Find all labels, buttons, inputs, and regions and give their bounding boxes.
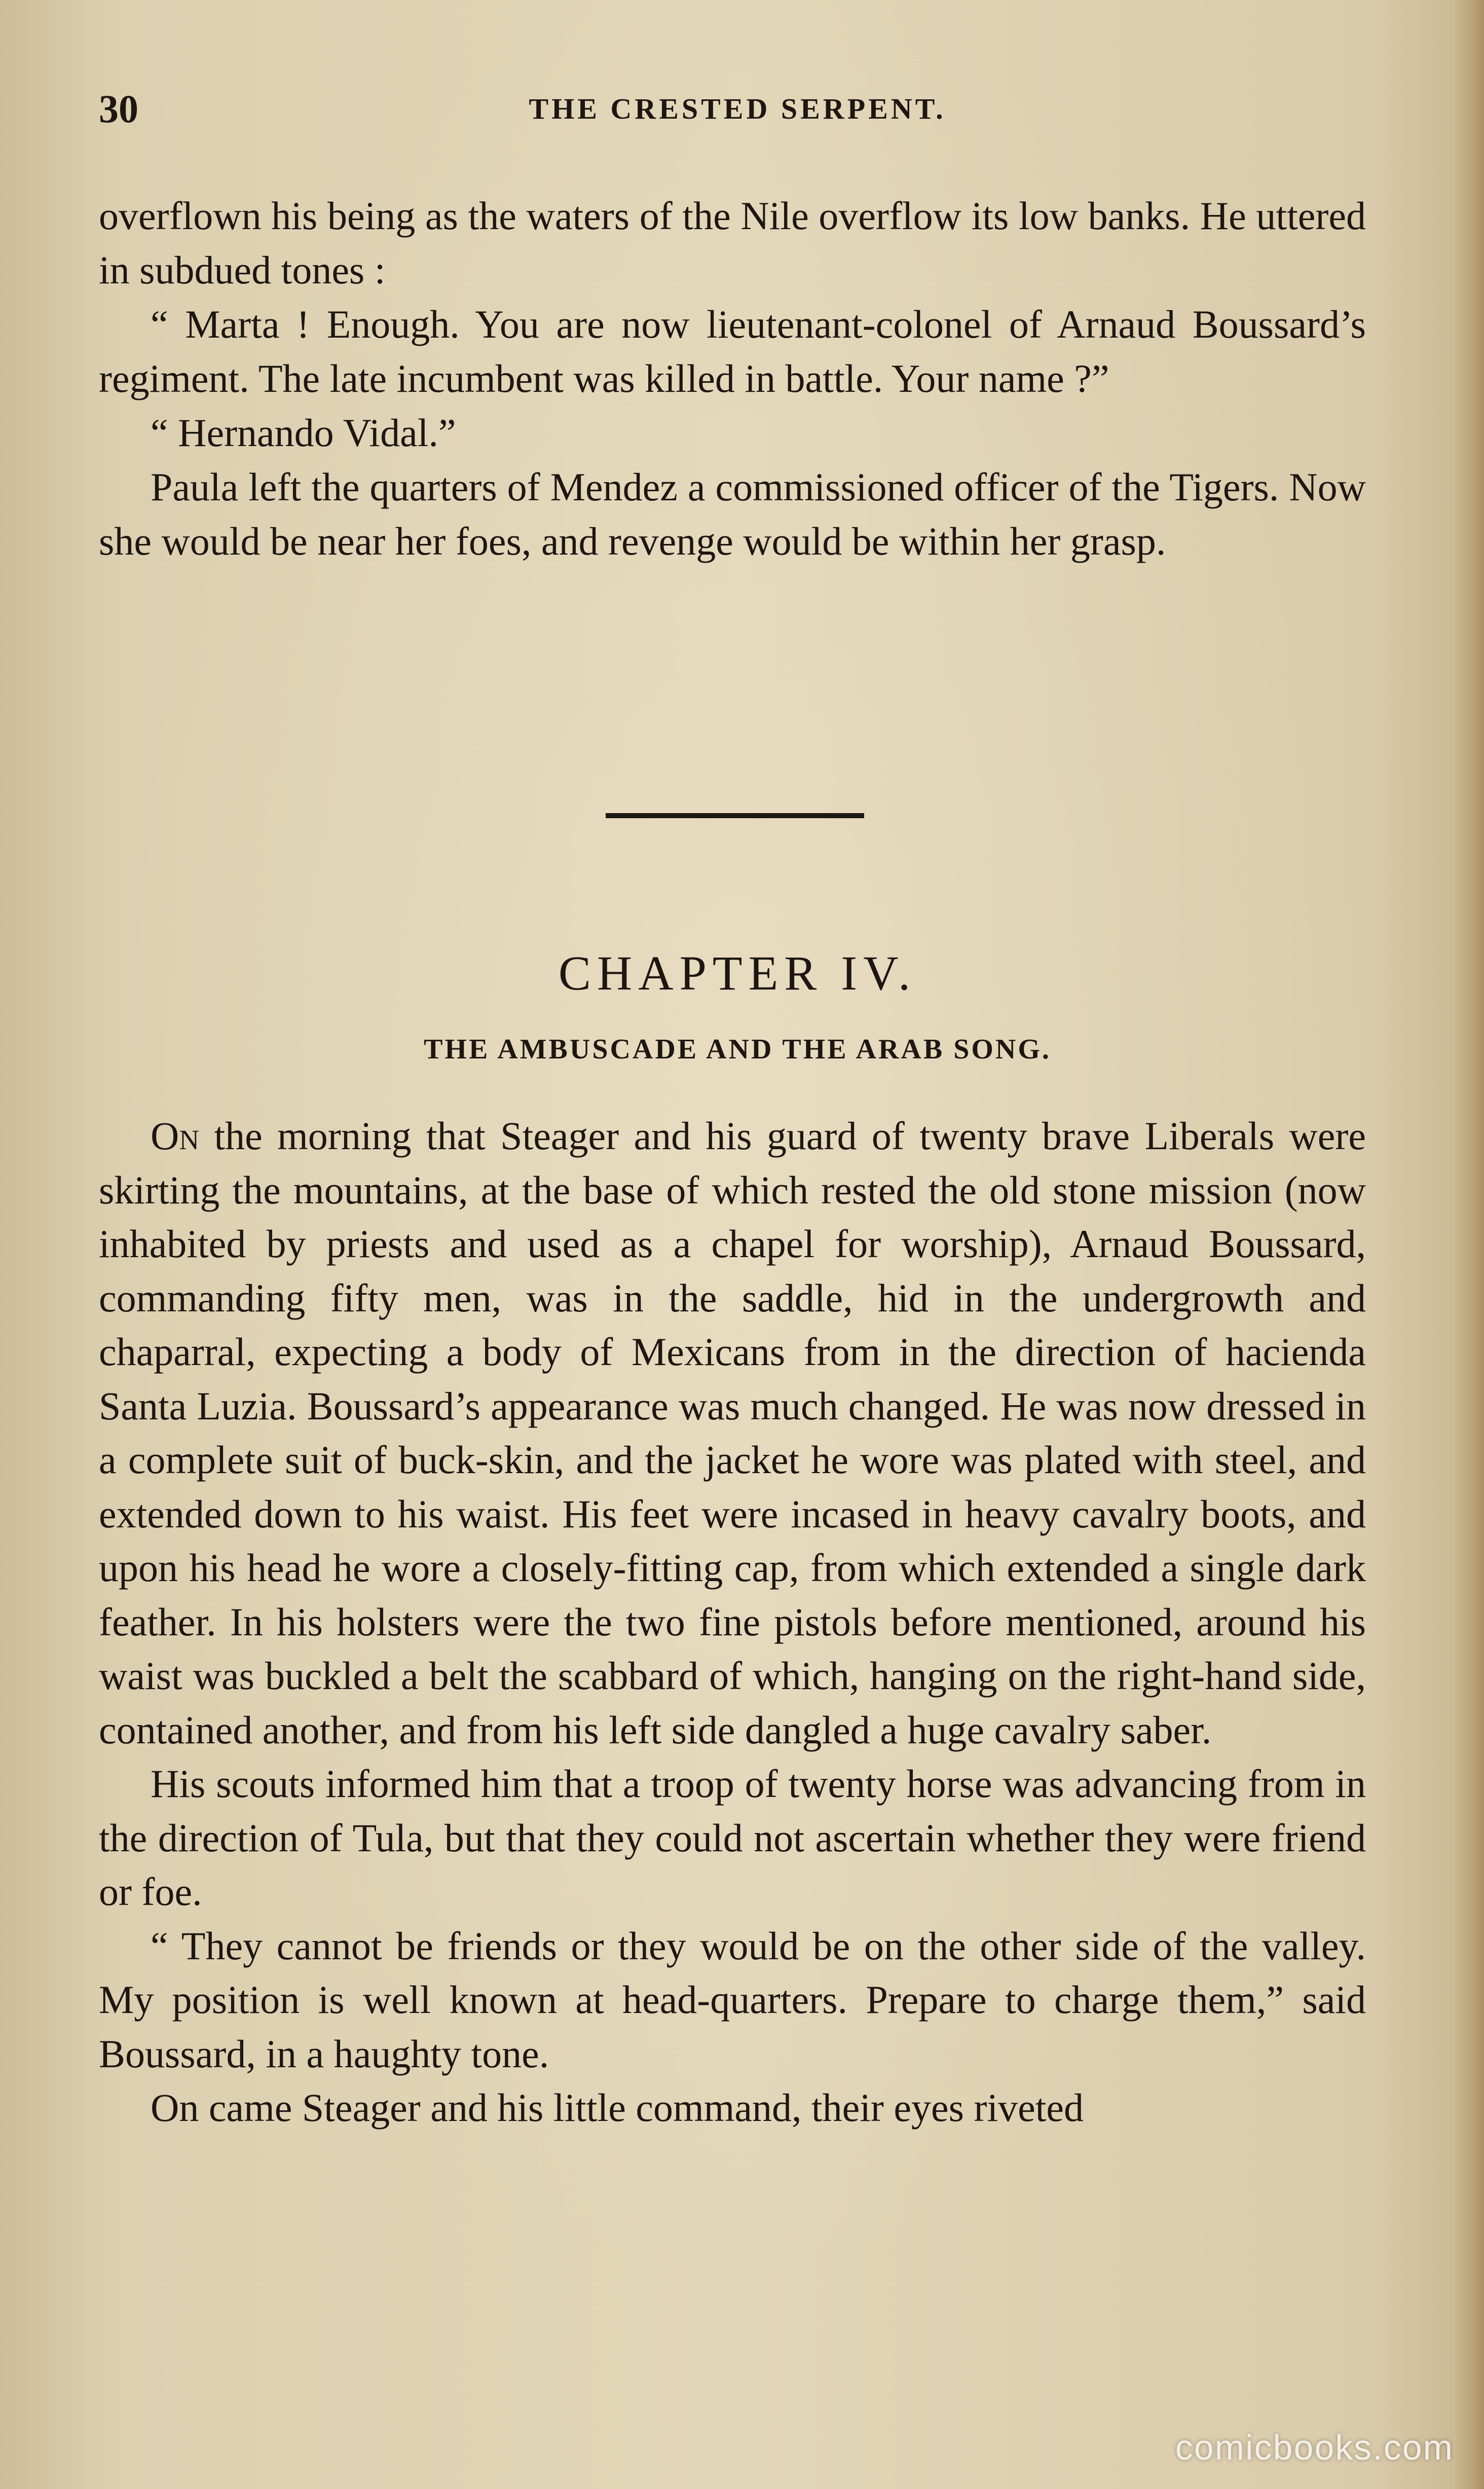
page-number: 30 [99,87,138,131]
paragraph-text: the morning that Steager and his guard of twenty brave Liberals were skirting the mountains, at the base of which rested the old stone mission (now inhabited by priests and used as a chapel for worship), Arnaud Boussard, commanding fifty men, was in the saddle, hid in the undergrowth and chaparral, expecting a body of Mexicans from in the direction of hacienda Santa Luzia. Boussard’s appearance was much changed. He was now dressed in a complete suit of buck-skin, and the jacket he wore was plated with steel, and extended down to his waist. His feet were incased in heavy cavalry boots, and upon his head he wore a closely-fitting cap, from which extended a single dark feather. In his holsters were the two fine pistols before mentioned, around his waist was buckled a belt the scabbard of which, hanging on the right-hand side, contained another, and from his left side dangled a huge cavalry saber. [99,1114,1366,1752]
page-header [99,81,1376,137]
paragraph: “ Hernando Vidal.” [151,411,456,455]
chapter-subtitle: THE AMBUSCADE AND THE ARAB SONG. [424,1034,1051,1065]
previous-chapter-text [99,189,1366,568]
paragraph [99,1109,1366,1757]
page-edge-shadow [1454,0,1484,2489]
section-divider-rule [606,813,864,818]
chapter-title: CHAPTER IV. [558,946,917,1000]
paragraph: On came Steager and his little command, their eyes riveted [151,2085,1084,2130]
watermark: comicbooks.com [1175,2428,1454,2467]
drop-word: On [151,1114,200,1158]
running-title: THE CRESTED SERPENT. [529,92,946,125]
paragraph: “ They cannot be friends or they would be on the other side of the valley. My position is well known at head-quarters. Prepare to charge them,” said Boussard, in a haughty tone. [99,1923,1366,2076]
paragraph: overflown his being as the waters of the Nile overflow its low banks. He uttered in subdued tones : [99,194,1366,292]
paragraph: His scouts informed him that a troop of twenty horse was advancing from in the direction of Tula, but that they could not ascertain whether they were friend or foe. [99,1762,1366,1914]
chapter-text [99,1109,1366,2135]
paragraph: Paula left the quarters of Mendez a commissioned officer of the Tigers. Now she would be near her foes, and revenge would be within her grasp. [99,465,1366,563]
paragraph: “ Marta ! Enough. You are now lieutenant-colonel of Arnaud Boussard’s regiment. The late incumbent was killed in battle. Your name ?” [99,302,1366,400]
